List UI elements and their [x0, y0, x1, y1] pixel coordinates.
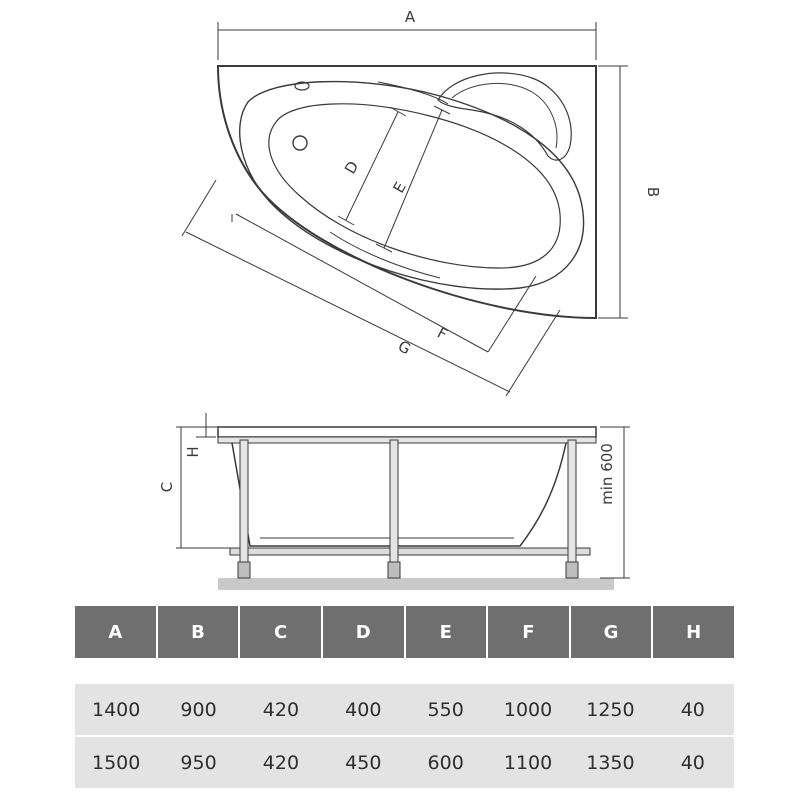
table-cell: 600	[427, 751, 464, 774]
dim-label-f: F	[434, 323, 451, 344]
table-cell: 40	[680, 751, 705, 774]
table-cell: 1350	[586, 751, 635, 774]
table-cell: 550	[427, 698, 464, 721]
headrest	[438, 73, 571, 160]
tub-bowl-outer	[240, 82, 584, 290]
dim-label-b: B	[644, 186, 662, 198]
top-view	[182, 8, 662, 396]
frame-leg	[240, 440, 248, 562]
dim-label-h: H	[184, 446, 202, 458]
frame-rail	[230, 548, 590, 555]
table-cell: 420	[262, 751, 300, 774]
table-cell: 900	[180, 698, 217, 721]
frame-leg	[390, 440, 398, 562]
table-header-cell: C	[240, 606, 321, 658]
tub-bowl-inner	[269, 104, 560, 268]
dim-label-e: E	[389, 178, 410, 197]
table-cell: 1000	[503, 698, 553, 721]
frame-leg	[568, 440, 576, 562]
table-cell: 1100	[503, 751, 553, 774]
table-header-cell: F	[488, 606, 569, 658]
dim-label-min-height: min 600	[598, 443, 616, 505]
table-cell: 450	[345, 751, 382, 774]
foot	[388, 562, 400, 578]
table-header-cell: D	[323, 606, 404, 658]
drain-circle	[293, 136, 307, 150]
table-header-cell: H	[653, 606, 734, 658]
dimension-table	[75, 606, 734, 788]
table-cell: 1250	[586, 698, 635, 721]
floor	[218, 578, 614, 590]
table-cell: 1400	[92, 698, 141, 721]
side-view	[158, 413, 630, 590]
foot	[566, 562, 578, 578]
table-header-cell: E	[406, 606, 487, 658]
table-header-cell: B	[158, 606, 239, 658]
dim-label-d: D	[340, 157, 363, 178]
dim-label-c: C	[158, 481, 176, 493]
foot	[238, 562, 250, 578]
table-header-cell: G	[571, 606, 652, 658]
dim-label-a: A	[404, 8, 416, 26]
table-header-row	[75, 606, 734, 658]
tub-body	[232, 443, 566, 546]
dim-label-g: G	[394, 336, 414, 359]
table-cell: 400	[345, 698, 382, 721]
table-body	[75, 684, 734, 788]
table-cell: 1500	[92, 751, 141, 774]
table-cell: 420	[262, 698, 300, 721]
table-row	[75, 735, 734, 788]
table-header-cell: A	[75, 606, 156, 658]
table-cell: 950	[180, 751, 217, 774]
tub-rim	[218, 427, 596, 437]
table-cell: 40	[680, 698, 705, 721]
table-row	[75, 684, 734, 735]
